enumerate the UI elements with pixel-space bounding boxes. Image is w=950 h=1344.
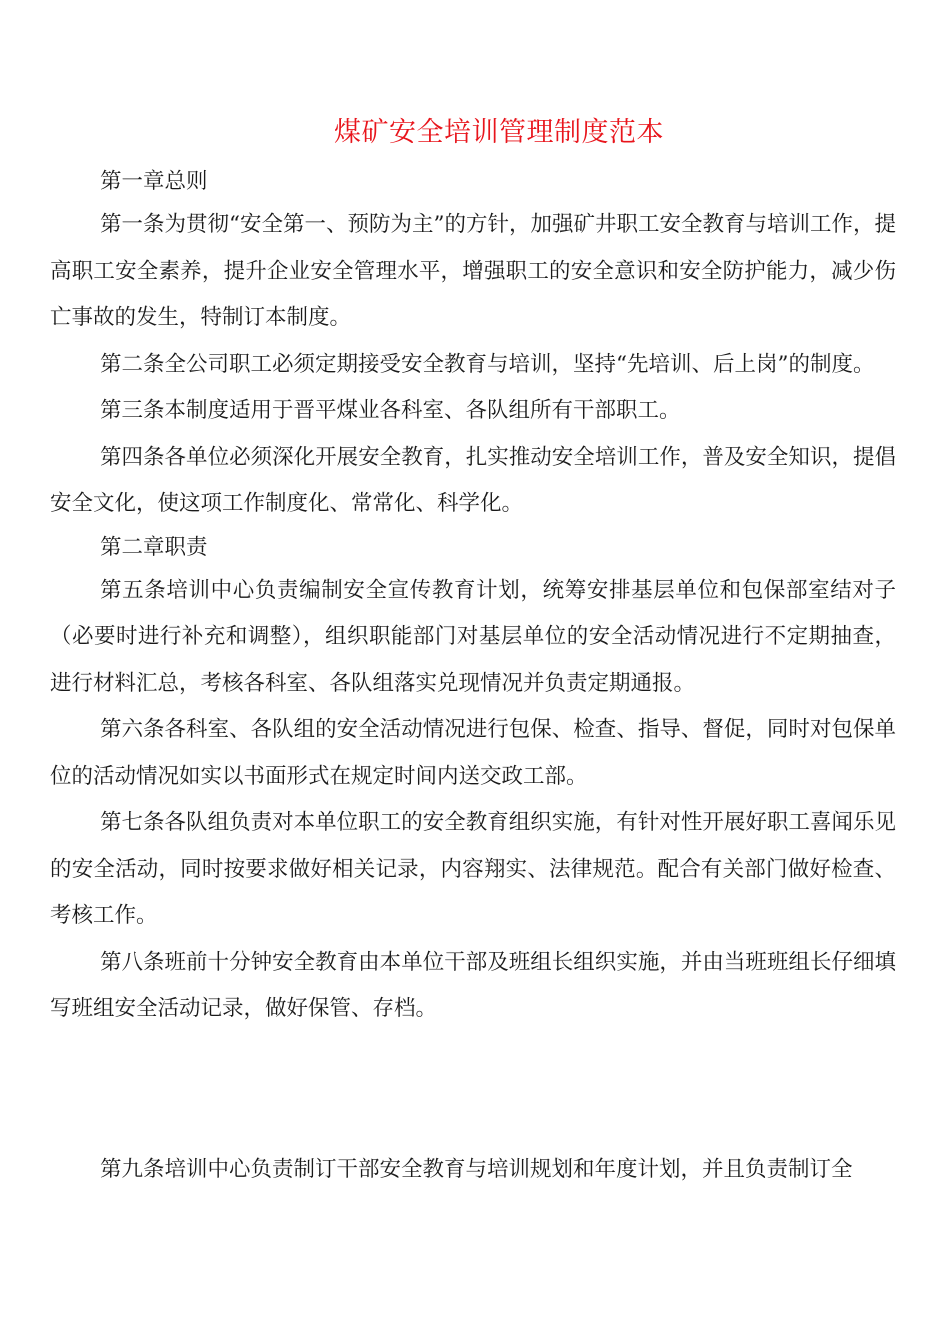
article-4: 第四条各单位必须深化开展安全教育，扎实推动安全培训工作，普及安全知识，提倡安全文化，使这项工作制度化、常常化、科学化。 — [50, 444, 896, 516]
article-6: 第六条各科室、各队组的安全活动情况进行包保、检查、指导、督促，同时对包保单位的活动情况如实以书面形式在规定时间内送交政工部。 — [50, 717, 896, 789]
article-7: 第七条各队组负责对本单位职工的安全教育组织实施，有针对性开展好职工喜闻乐见的安全活动，同时按要求做好相关记录，内容翔实、法律规范。配合有关部门做好检查、考核工作。 — [50, 810, 896, 928]
chapter-heading-2: 第二章职责 — [100, 534, 208, 560]
article-8: 第八条班前十分钟安全教育由本单位干部及班组长组织实施，并由当班班组长仔细填写班组安全活动记录，做好保管、存档。 — [50, 949, 896, 1021]
document-title: 煤矿安全培训管理制度范本 — [334, 117, 664, 148]
article-1: 第一条为贯彻“安全第一、预防为主”的方针，加强矿井职工安全教育与培训工作，提高职工安全素养，提升企业安全管理水平，增强职工的安全意识和安全防护能力，减少伤亡事故的发生，特制订本制度。 — [50, 212, 896, 330]
article-9: 第九条培训中心负责制订干部安全教育与培训规划和年度计划，并且负责制订全 — [100, 1156, 853, 1182]
article-2: 第二条全公司职工必须定期接受安全教育与培训，坚持“先培训、后上岗”的制度。 — [100, 351, 875, 377]
chapter-heading-1: 第一章总则 — [100, 169, 208, 194]
document-body — [50, 162, 896, 1193]
article-3: 第三条本制度适用于晋平煤业各科室、各队组所有干部职工。 — [100, 398, 681, 423]
page-break-gap — [50, 1033, 896, 1147]
article-5: 第五条培训中心负责编制安全宣传教育计划，统筹安排基层单位和包保部室结对子（必要时进行补充和调整），组织职能部门对基层单位的安全活动情况进行不定期抽查，进行材料汇总，考核各科室、各队组落实兑现情况并负责定期通报。 — [50, 577, 896, 696]
